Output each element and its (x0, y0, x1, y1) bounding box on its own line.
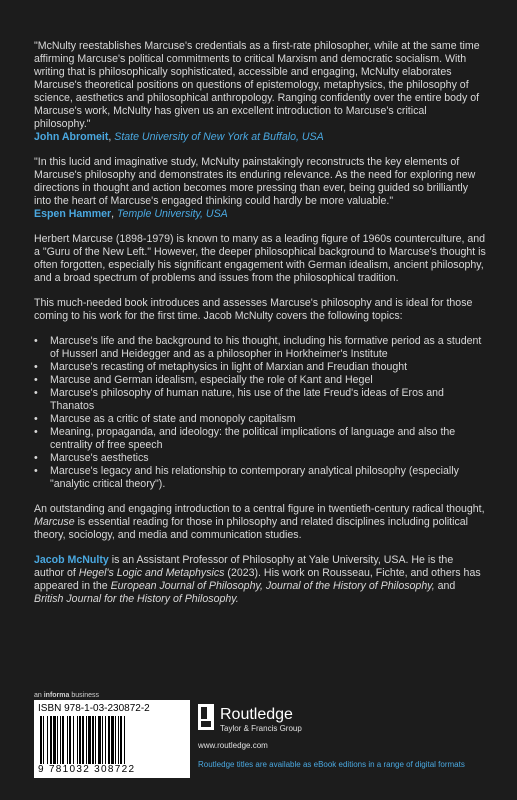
informa-brand: informa (43, 692, 70, 699)
bio-text: is an Assistant Professor of Philosophy at Yale University, USA. He is the author of (34, 554, 454, 579)
topic-item: • Meaning, propaganda, and ideology: the political implications of language and also the centrality of free speech (34, 426, 486, 452)
barcode-bar (124, 716, 125, 764)
barcode-bar (95, 716, 96, 764)
barcode-bar (60, 716, 61, 764)
description-paragraph: Herbert Marcuse (1898-1979) is known to many as a leading figure of 1960s counterculture, and a "Guru of the New Left." However, the deeper philosophical background to Marcuse's thought is often forgotten, especially his significant engagement with German idealism, ancient philosophy, and a broad spectrum of problems and issues from the philosophical tradition. (34, 233, 486, 284)
topics-list (34, 335, 486, 491)
informa-suffix: business (69, 692, 99, 699)
barcode-bar (57, 716, 58, 764)
isbn-barcode (34, 700, 190, 778)
endorser-affiliation: Temple University, USA (117, 208, 228, 220)
publisher-name: Routledge (220, 706, 293, 723)
barcode-bar (73, 716, 74, 764)
topic-item: • Marcuse's philosophy of human nature, his use of the late Freud's ideas of Eros and Thanatos (34, 387, 486, 413)
barcode-bar (92, 716, 94, 764)
barcode-bar (88, 716, 91, 764)
endorsement-attribution: John Abromeit, State University of New York at Buffalo, USA (34, 131, 324, 143)
publisher-website: www.routledge.com (198, 741, 268, 750)
barcode-bar (67, 716, 68, 764)
barcode-icon (38, 716, 186, 764)
barcode-digits: 9 781032 308722 (38, 764, 136, 775)
barcode-bar (43, 716, 44, 764)
topic-item: • Marcuse as a critic of state and monopoly capitalism (34, 413, 486, 426)
topic-item: • Marcuse's recasting of metaphysics in light of Marxian and Freudian thought (34, 361, 486, 374)
bio-text: and (434, 580, 456, 592)
barcode-bar (62, 716, 64, 764)
bio-book-title: Hegel's Logic and Metaphysics (78, 567, 225, 579)
informa-prefix: an (34, 692, 44, 699)
endorsement-1 (34, 40, 486, 144)
topic-item: • Marcuse's life and the background to his thought, including his formative period as a student of Husserl and Heidegger and as a philosopher in Horkheimer's Institute (34, 335, 486, 361)
routledge-logo-icon (198, 704, 214, 730)
barcode-bar (105, 716, 106, 764)
barcode-bar (77, 716, 78, 764)
topic-item: • Marcuse's aesthetics (34, 452, 486, 465)
summary-text: is essential reading for those in philosophy and related disciplines including political theory, sociology, and media and communication studies. (34, 516, 469, 541)
barcode-bar (118, 716, 119, 764)
description-paragraph: This much-needed book introduces and assesses Marcuse's philosophy and is ideal for those coming to his work for the first time. Jacob McNulty covers the following topics: (34, 297, 473, 322)
summary-paragraph (34, 503, 486, 542)
barcode-bar (111, 716, 114, 764)
barcode-bar (79, 716, 81, 764)
barcode-bar (69, 716, 71, 764)
barcode-bar (102, 716, 103, 764)
barcode-bar (120, 716, 122, 764)
barcode-bar (86, 716, 87, 764)
barcode-bar (50, 716, 52, 764)
author-name: Jacob McNulty (34, 554, 109, 566)
barcode-bar (82, 716, 84, 764)
barcode-bar (53, 716, 56, 764)
author-bio (34, 554, 486, 606)
barcode-bar (115, 716, 116, 764)
endorsement-2 (34, 156, 486, 221)
endorsement-text: "McNulty reestablishes Marcuse's credentials as a first-rate philosopher, while at the same time affirming Marcuse's political commitments to critical Marxism and democratic socialism. With writing that is philosophically sophisticated, accessible and engaging, McNulty elaborates Marcuse's theoretical positions on questions of epistemology, metaphysics, the philosophy of science, aesthetics and philosophical anthropology. Ranging confidently over the entire body of Marcuse's work, McNulty has given us an excellent introduction to Marcuse's critical philosophy." (34, 40, 480, 130)
endorsement-text: "In this lucid and imaginative study, McNulty painstakingly reconstructs the key elements of Marcuse's philosophy and demonstrates its enduring relevance. As the need for exploring new directions in thought and action becomes more pressing than ever, being guided so brilliantly into the heart of Marcuse's engaged thinking could hardly be more valuable." (34, 156, 476, 207)
topic-item: • Marcuse and German idealism, especially the role of Kant and Hegel (34, 374, 486, 387)
barcode-bar (98, 716, 101, 764)
summary-text: An outstanding and engaging introduction to a central figure in twentieth-century radical thought, (34, 503, 485, 515)
bio-journal: British Journal for the History of Philosophy. (34, 593, 239, 605)
bio-journals: European Journal of Philosophy, Journal of the History of Philosophy, (110, 580, 435, 592)
barcode-bar (47, 716, 48, 764)
endorser-affiliation: State University of New York at Buffalo, USA (114, 131, 324, 143)
endorsement-attribution: Espen Hammer, Temple University, USA (34, 208, 228, 220)
publisher-group: Taylor & Francis Group (220, 724, 302, 733)
barcode-bar (108, 716, 110, 764)
bio-text: (2023). His work on Rousseau, Fichte, and others has appeared in the (34, 567, 481, 592)
isbn-label: ISBN 978-1-03-230872-2 (38, 703, 150, 714)
topic-item: • Marcuse's legacy and his relationship to contemporary analytical philosophy (especially "analytic critical theory"). (34, 465, 486, 491)
endorser-name: Espen Hammer (34, 208, 112, 220)
informa-business-mark (34, 692, 99, 699)
barcode-bar (40, 716, 42, 764)
ebook-note: Routledge titles are available as eBook editions in a range of digital formats (198, 760, 465, 769)
back-cover-text (34, 40, 486, 606)
book-title: Marcuse (34, 516, 75, 528)
endorser-name: John Abromeit (34, 131, 109, 143)
